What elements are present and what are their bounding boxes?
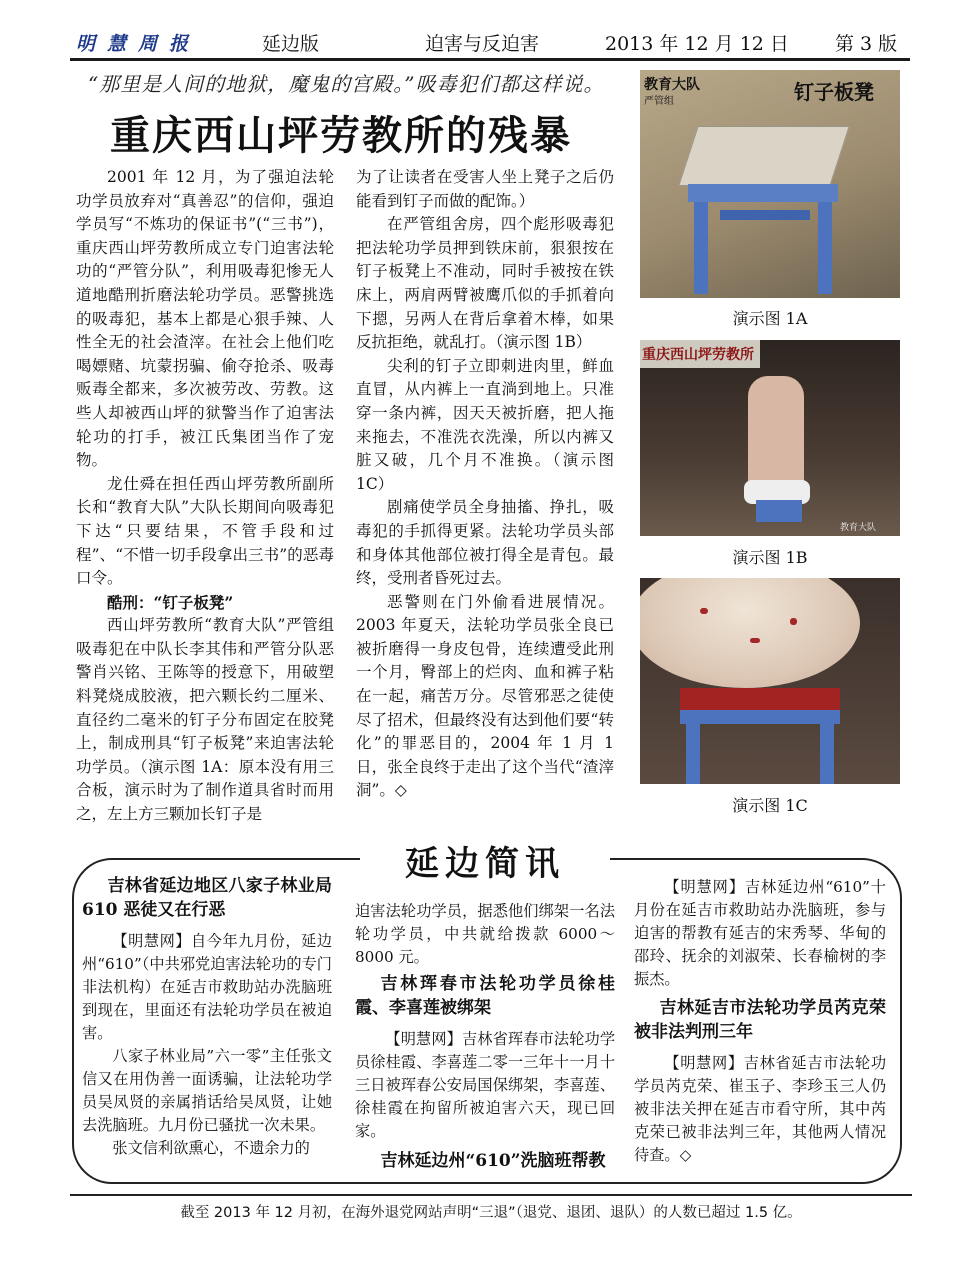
photo-overlay-label: 钉子板凳 xyxy=(794,80,874,104)
photo-overlay-label: 教育大队 xyxy=(644,77,700,93)
paragraph: 龙仕舜在担任西山坪劳教所副所长和“教育大队”大队长期间向吸毒犯下达“只要结果，不管手段和过程”、“不惜一切手段拿出三书”的恶毒口令。 xyxy=(76,474,334,588)
edition-label: 延边版 xyxy=(262,33,320,55)
paragraph: 在严管组舍房，四个彪形吸毒犯把法轮功学员押到铁床前，狠狠按在钉子板凳上不准动，同时手被按在铁床上，两肩两臂被鹰爪似的手抓着向下摁，另两人在背后拿着木棒，如果反抗拒绝，就乱打。（演示图 1B） xyxy=(356,215,614,352)
stool-leg xyxy=(818,202,832,294)
article-title: 重庆西山坪劳教所的残暴 xyxy=(110,112,572,159)
brief-title: 吉林珲春市法轮功学员徐桂霞、李喜莲被绑架 xyxy=(355,974,615,1018)
photo-caption: 演示图 1C xyxy=(732,796,808,815)
paragraph: 为了让读者在受害人坐上凳子之后仍能看到钉子而做的配饰。） xyxy=(356,168,614,210)
stool-crossbar xyxy=(720,210,810,220)
stool-leg xyxy=(686,724,700,784)
photo-caption: 演示图 1A xyxy=(732,309,808,328)
header-rule xyxy=(70,60,910,61)
briefs-title: 延边简讯 xyxy=(405,844,565,884)
briefs-column-2 xyxy=(355,900,615,1173)
briefs-column-3 xyxy=(634,876,886,1167)
stool-rim xyxy=(688,184,838,202)
figure-back xyxy=(748,376,804,486)
photo-overlay-label: 教育大队 xyxy=(840,523,877,533)
stool-leg xyxy=(820,724,834,784)
paragraph: 【明慧网】吉林省延吉市法轮功学员芮克荣、崔玉子、李珍玉三人仍被非法关押在延吉市看守所，其中芮克荣已被非法判三年，其他两人情况待查。◇ xyxy=(634,1054,886,1164)
photo-overlay-label: 重庆西山坪劳教所 xyxy=(642,347,754,363)
stool xyxy=(756,500,802,522)
blood-mark xyxy=(790,618,797,625)
figure xyxy=(640,578,860,688)
footer-rule xyxy=(70,1194,912,1196)
blood-mark xyxy=(700,608,708,614)
paragraph: 【明慧网】吉林省珲春市法轮功学员徐桂霞、李喜莲二零一三年十一月十三日被珲春公安局国保绑架，李喜莲、徐桂霞在拘留所被迫害六天，现已回家。 xyxy=(355,1030,615,1140)
stool-rim xyxy=(680,710,840,724)
paragraph: 迫害法轮功学员，据悉他们绑架一名法轮功学员，中共就给拨款 6000～8000 元。 xyxy=(355,902,615,966)
stool-seat xyxy=(680,688,840,710)
paragraph: 【明慧网】自今年九月份，延边州“610”（中共邪党迫害法轮功的专门非法机构）在延吉市救助站办洗脑班到现在，里面还有法轮功学员在被迫害。 xyxy=(82,932,332,1042)
photo-caption: 演示图 1B xyxy=(732,548,808,567)
briefs-column-1 xyxy=(82,874,332,1160)
footer-note: 截至 2013 年 12 月初，在海外退党网站声明“三退”（退党、退团、退队）的人数已超过 1.5 亿。 xyxy=(180,1205,802,1221)
section-label: 迫害与反迫害 xyxy=(425,33,540,55)
paragraph: 恶警则在门外偷看进展情况。2003 年夏天，法轮功学员张全良已被折磨得一身皮包骨，连续遭受此刑一个月，臀部上的烂肉、血和裤子粘在一起，痛苦万分。尽管邪恶之徒使尽了招术，但最终没有达到他们要“转化”的罪恶目的，2004 年 1 月 1 日，张全良终于走出了这个当代“渣滓洞”。◇ xyxy=(356,592,614,800)
photo-1a xyxy=(640,70,900,298)
paragraph: 张文信利欲熏心，不遗余力的 xyxy=(112,1139,310,1157)
photo-1b xyxy=(640,340,900,536)
paragraph: 剧痛使学员全身抽搐、挣扎，吸毒犯的手抓得更紧。法轮功学员头部和身体其他部位被打得全是青包。最终，受刑者昏死过去。 xyxy=(356,498,614,588)
blood-mark xyxy=(750,638,760,643)
brief-title: 吉林省延边地区八家子林业局 610 恶徒又在行恶 xyxy=(82,876,332,920)
article-column-1 xyxy=(76,166,334,827)
paragraph: 八家子林业局”六一零”主任张文信又在用伪善一面诱骗，让法轮功学员吴凤贤的亲属捎话给吴凤贤，让她去洗脑班。九月份已骚扰一次未果。 xyxy=(82,1047,332,1134)
stool-leg xyxy=(694,202,708,294)
brief-title: 吉林延边州“610”洗脑班帮教 xyxy=(380,1151,606,1171)
paper-name: 明慧周报 xyxy=(76,33,201,55)
paragraph: 尖利的钉子立即刺进肉里，鲜血直冒，从内裤上一直淌到地上。只准穿一条内裤，因天天被折磨，把人拖来拖去，不准洗衣洗澡，所以内裤又脏又破，几个月不准换。（演示图 1C） xyxy=(356,356,614,493)
paragraph: 2001 年 12 月，为了强迫法轮功学员放弃对“真善忍”的信仰，强迫学员写“不炼功的保证书”(“三书”)，重庆西山坪劳教所成立专门迫害法轮功的“严管分队”，利用吸毒犯惨无人道地酷刑折磨法轮功学员。恶警挑选的吸毒犯，基本上都是心狠手辣、人性全无的社会渣滓。在社会上他们吃喝嫖赌、坑蒙拐骗、偷夺抢杀、吸毒贩毒全都来，多次被劳改、劳教。这些人却被西山坪的狱警当作了迫害法轮功的打手，被江氏集团当作了宠物。 xyxy=(76,168,334,470)
stool-seat xyxy=(678,126,849,186)
photo-1c xyxy=(640,578,900,784)
article-quote: “那里是人间的地狱，魔鬼的宫殿。”吸毒犯们都这样说。 xyxy=(88,72,605,96)
photo-overlay-label: 严管组 xyxy=(644,96,674,107)
paragraph: 西山坪劳教所“教育大队”严管组吸毒犯在中队长李其伟和严管分队恶警肖兴铭、王陈等的授意下，用破塑料凳烧成胶液，把六颗长约二厘米、直径约二毫米的钉子分布固定在胶凳上，制成刑具“钉子板凳”来迫害法轮功学员。（演示图 1A：原本没有用三合板，演示时为了制作道具省时而用之，左上方三颗加长钉子是 xyxy=(76,616,334,824)
paragraph: 【明慧网】吉林延边州“610”十月份在延吉市救助站办洗脑班，参与迫害的帮教有延吉的宋秀琴、华甸的邵玲、抚余的刘淑荣、长春榆树的李振杰。 xyxy=(634,878,886,988)
issue-date: 2013 年 12 月 12 日 xyxy=(605,33,789,55)
article-subhead: 酷刑：“钉子板凳” xyxy=(107,592,234,612)
brief-title: 吉林延吉市法轮功学员芮克荣被非法判刑三年 xyxy=(634,998,886,1042)
article-column-2 xyxy=(356,166,614,803)
page-number: 第 3 版 xyxy=(835,33,898,55)
page-header xyxy=(70,32,910,61)
